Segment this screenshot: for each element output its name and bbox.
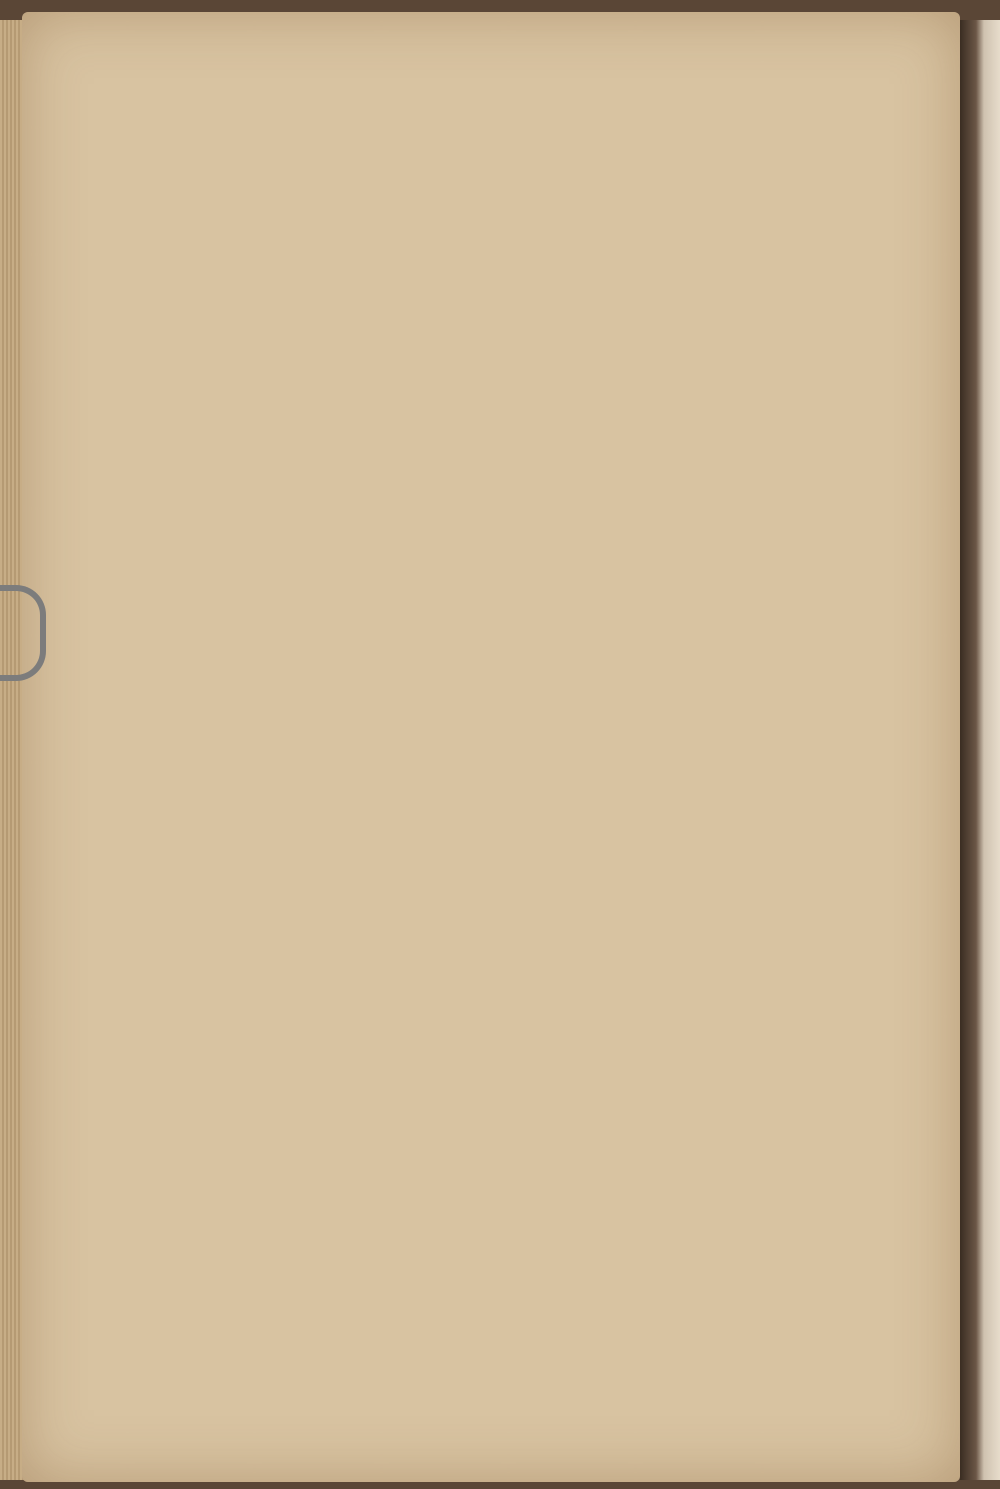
page-header <box>110 82 920 112</box>
book-spine-edge <box>960 20 1000 1480</box>
page-clip <box>0 585 46 681</box>
book-page <box>22 12 960 1482</box>
